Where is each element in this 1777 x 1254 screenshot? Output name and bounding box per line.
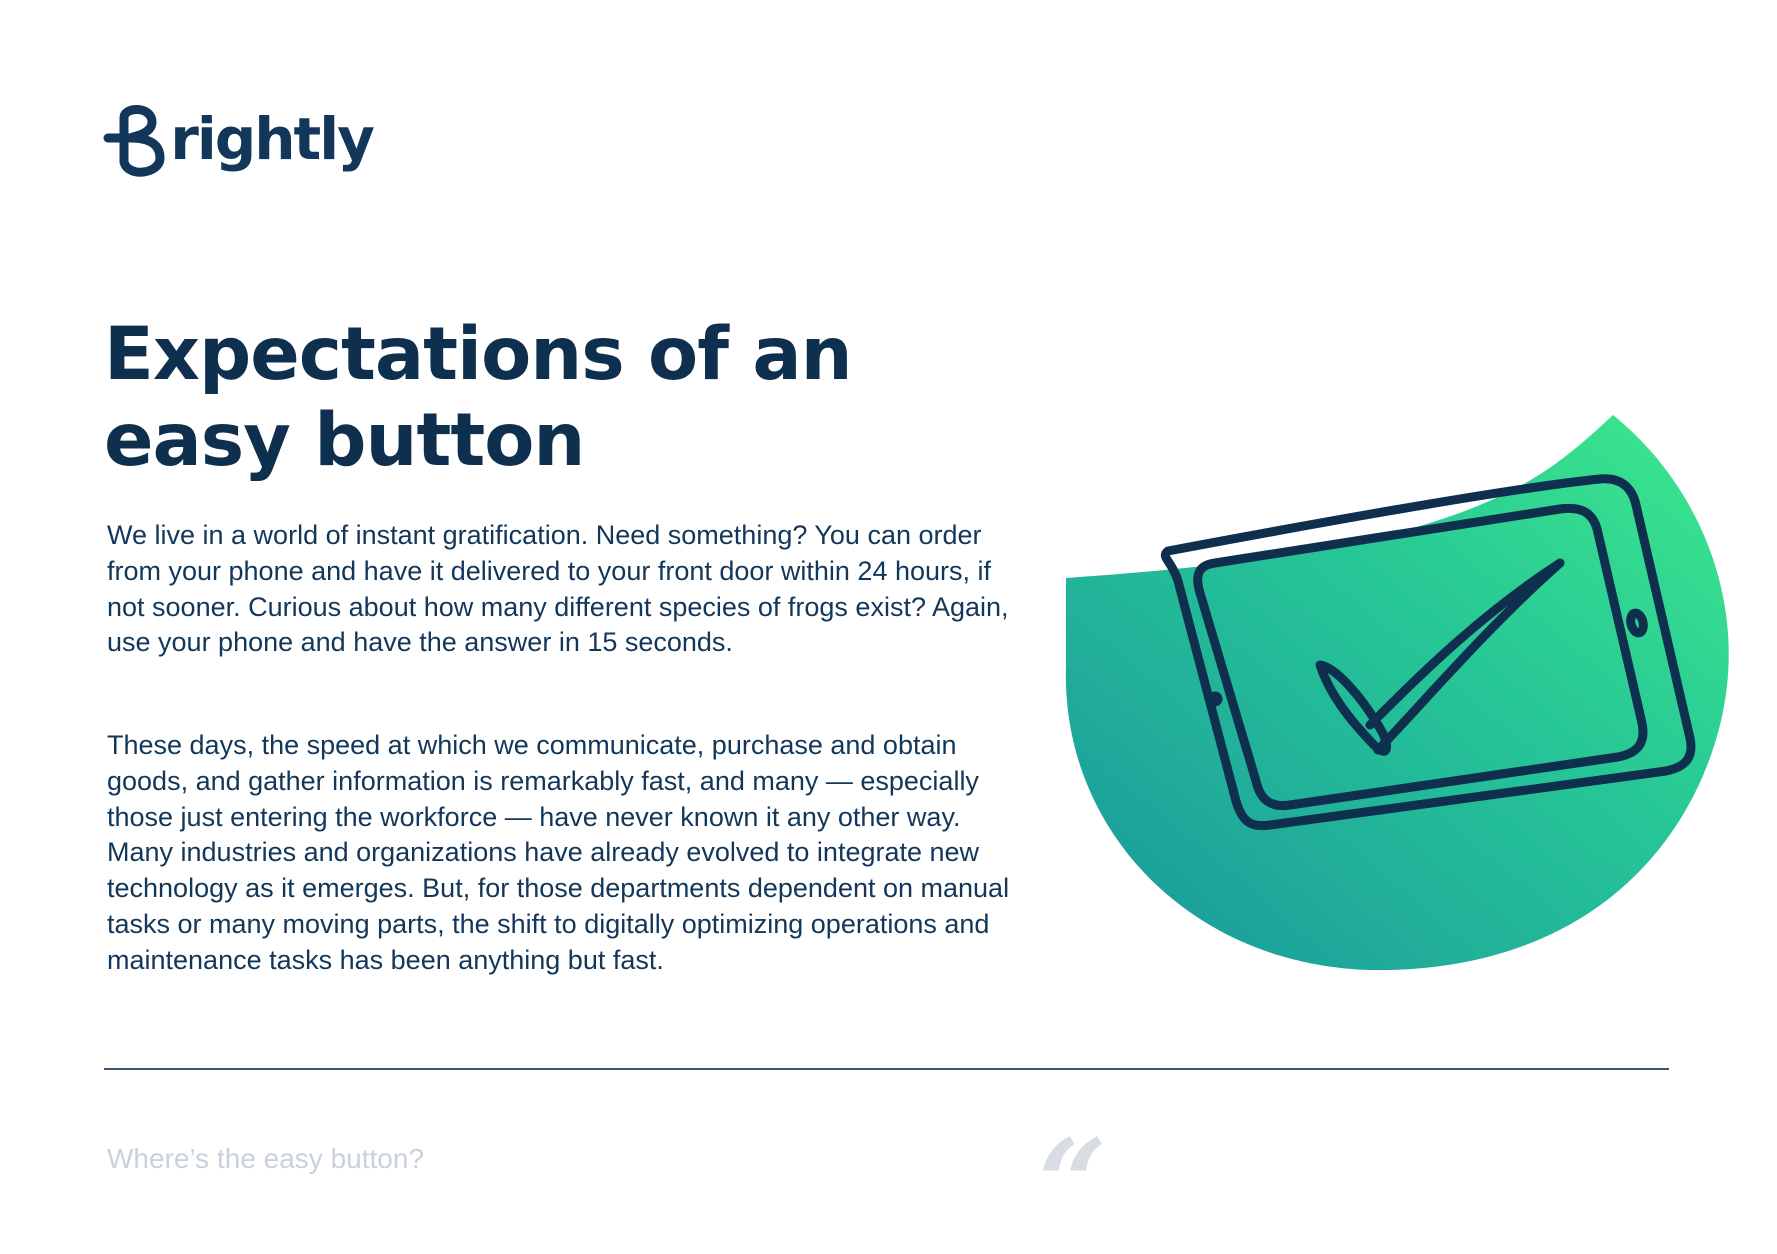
context-paragraph: These days, the speed at which we communicate, purchase and obtain goods, and gather information is remarkably fast, and many — especially those just entering the workforce — have never known it any other way. Many industries and organizations have already evolved to integrate new technology as it emerges. But, for those departments dependent on manual tasks or many moving parts, the shift to digitally optimizing operations and maintenance tasks has been anything but fast. [107,730,1010,975]
section-heading: Where’s the easy button? [107,1143,425,1174]
brightly-logo [104,100,373,182]
logo-wordmark [128,104,373,174]
intro-paragraph: We live in a world of instant gratification. Need something? You can order from your phone and have it delivered to your front door within 24 hours, if not sooner. Curious about how many different species of frogs exist? Again, use your phone and have the answer in 15 seconds. [107,520,1009,658]
logo-wordmark-text: rightly [170,105,373,173]
page-title [104,312,864,484]
quote-mark-icon: “ [1038,1113,1108,1254]
page-title-line-1: Expectations of an [104,312,852,397]
section-divider [104,1068,1669,1070]
page-title-line-2: easy button [104,398,585,483]
tablet-checkmark-illustration [1060,405,1740,975]
